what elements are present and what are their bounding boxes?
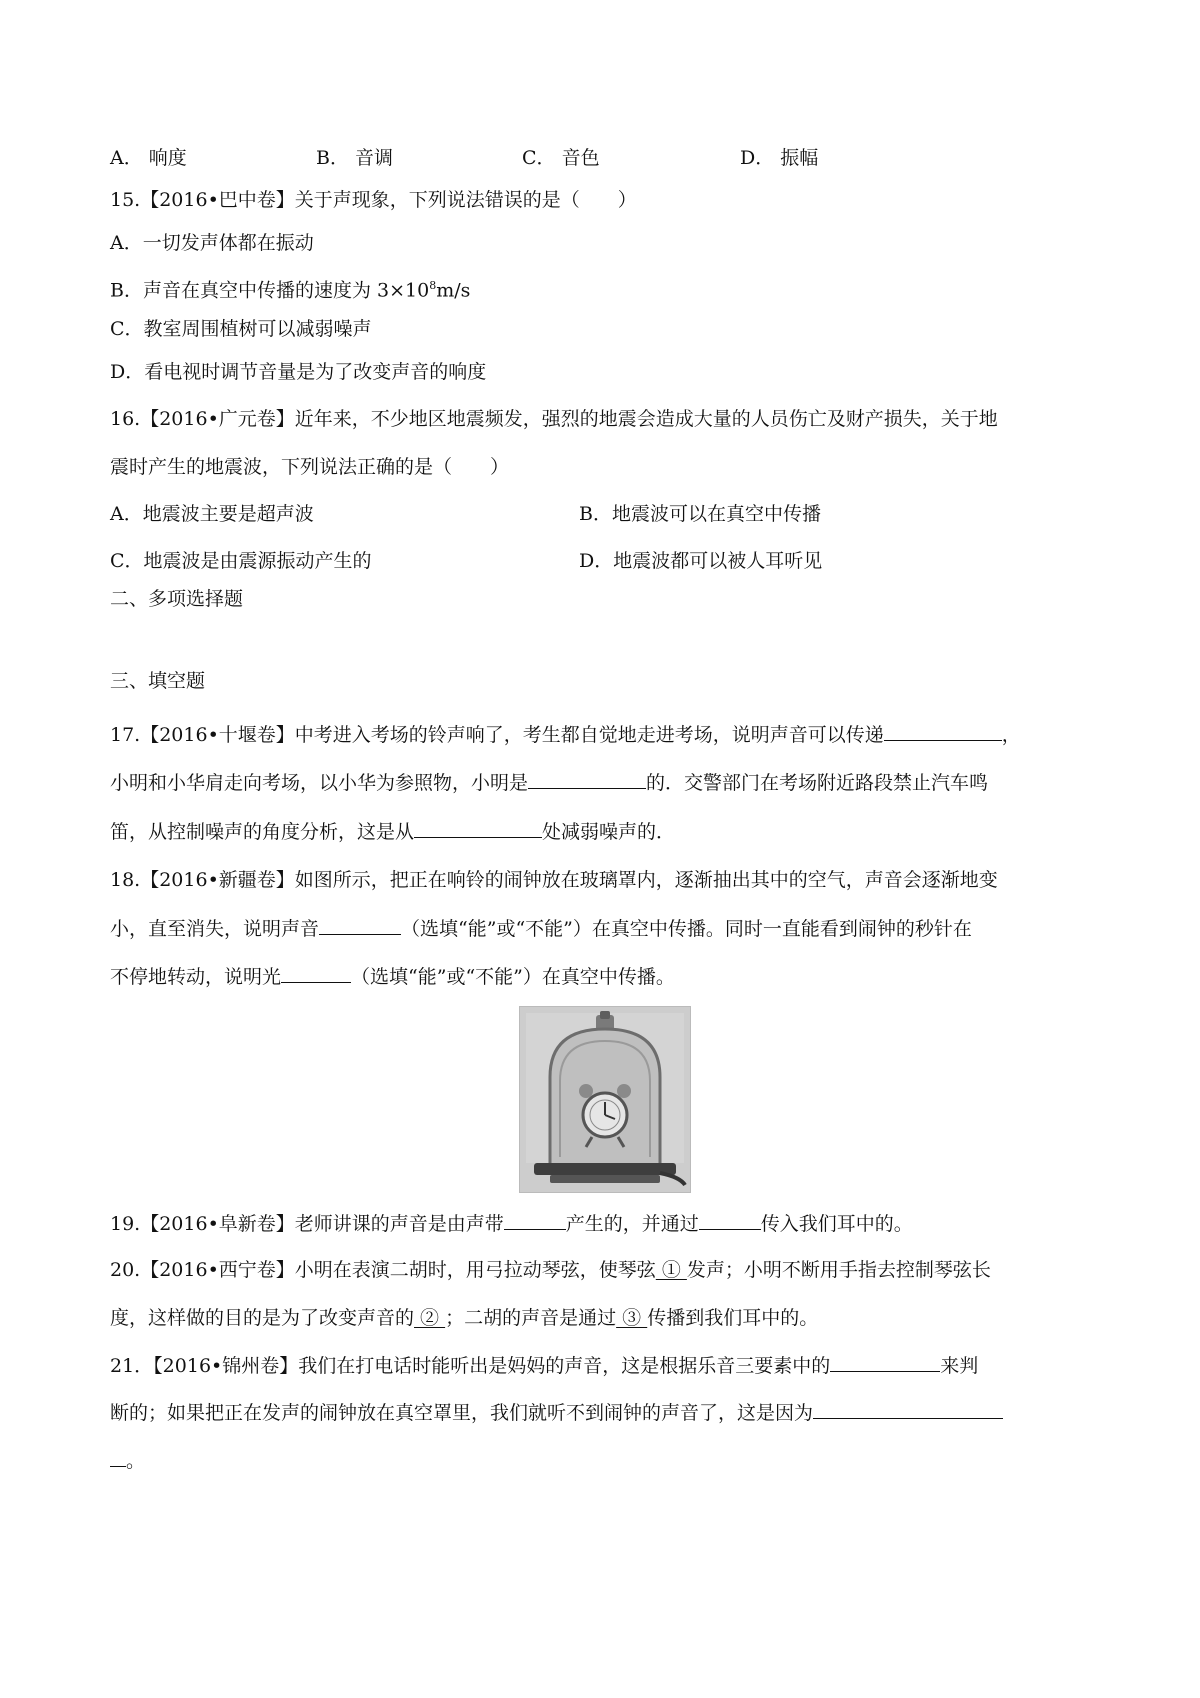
q18-blank-2 [281, 962, 351, 983]
q19-text-c: 传入我们耳中的。 [760, 1213, 913, 1235]
q20-blank-1: ① [655, 1259, 687, 1281]
q20-text-2a: 度，这样做的目的是为了改变声音的 [110, 1307, 415, 1329]
q17-blank-1 [884, 720, 1002, 741]
q21-blank-2 [813, 1398, 1003, 1419]
q17-text-1a: 17.【2016•十堰卷】中考进入考场的铃声响了，考生都自觉地走进考场，说明声音可以传递 [110, 724, 884, 746]
q18-line2 [110, 914, 972, 943]
q21-text-3: 。 [126, 1450, 146, 1472]
q15-option-c: C．教室周围植树可以减弱噪声 [110, 318, 372, 340]
q15-option-b [110, 272, 470, 304]
q17-blank-3 [414, 817, 542, 838]
q15-option-a: A．一切发声体都在振动 [110, 232, 314, 254]
bell-jar-illustration [520, 1007, 690, 1192]
q17-text-2b: 的．交警部门在考场附近路段禁止汽车鸣 [646, 772, 989, 794]
q18-text-2a: 小，直至消失，说明声音 [110, 918, 320, 940]
q19-text-b: 产生的，并通过 [565, 1213, 699, 1235]
section-multiple-choice: 二、多项选择题 [110, 588, 244, 610]
q16-stem-line1: 16.【2016•广元卷】近年来，不少地区地震频发，强烈的地震会造成大量的人员伤亡及财产损失，关于地 [110, 408, 998, 430]
section-fill-blank: 三、填空题 [110, 670, 206, 692]
q15-option-b-prefix: B．声音在真空中传播的速度为 3×10 [110, 279, 430, 302]
q18-text-2b: （选填“能”或“不能”）在真空中传播。同时一直能看到闹钟的秒针在 [401, 918, 972, 940]
q15-option-b-suffix: m/s [436, 279, 471, 302]
q18-line3 [110, 962, 675, 991]
q20-text-1a: 20.【2016•西宁卷】小明在表演二胡时，用弓拉动琴弦，使琴弦 [110, 1259, 656, 1281]
q21-line3 [110, 1446, 145, 1475]
q21-line1 [110, 1351, 978, 1380]
q21-blank-1 [830, 1351, 940, 1372]
q21-text-2a: 断的；如果把正在发声的闹钟放在真空罩里，我们就听不到闹钟的声音了，这是因为 [110, 1402, 814, 1424]
q14-option-d: D． 振幅 [740, 147, 819, 169]
q17-blank-2 [528, 768, 646, 789]
q19-text-a: 19.【2016•阜新卷】老师讲课的声音是由声带 [110, 1213, 504, 1235]
q20-line2 [110, 1304, 818, 1332]
q15-option-d: D．看电视时调节音量是为了改变声音的响度 [110, 361, 487, 383]
q16-option-d: D．地震波都可以被人耳听见 [579, 550, 823, 572]
q17-text-2a: 小明和小华肩走向考场，以小华为参照物，小明是 [110, 772, 529, 794]
q18-line1: 18.【2016•新疆卷】如图所示，把正在响铃的闹钟放在玻璃罩内，逐渐抽出其中的空气，声音会逐渐地变 [110, 869, 998, 891]
q18-blank-1 [319, 914, 401, 935]
q14-option-a: A． 响度 [110, 147, 187, 169]
q17-line3 [110, 817, 675, 846]
q17-text-3a: 笛，从控制噪声的角度分析，这是从 [110, 821, 415, 843]
q21-blank-2-cont [110, 1446, 126, 1467]
q14-option-c: C． 音色 [522, 147, 600, 169]
q16-option-a: A．地震波主要是超声波 [110, 503, 314, 525]
q19-blank-2 [699, 1209, 761, 1230]
q16-stem-line2: 震时产生的地震波，下列说法正确的是（ ） [110, 456, 510, 478]
q20-text-2c: 传播到我们耳中的。 [647, 1307, 819, 1329]
q17-text-1b: ， [1001, 724, 1021, 746]
q20-blank-2: ② [414, 1307, 446, 1329]
q21-text-1b: 来判 [940, 1355, 979, 1377]
q20-line1 [110, 1256, 991, 1284]
q17-line1 [110, 720, 1021, 749]
q19-blank-1 [504, 1209, 566, 1230]
q17-text-3b: 处减弱噪声的． [542, 821, 676, 843]
q18-text-3a: 不停地转动，说明光 [110, 966, 282, 988]
bell-jar-clock-figure [519, 1006, 691, 1193]
q21-text-1a: 21．【2016•锦州卷】我们在打电话时能听出是妈妈的声音，这是根据乐音三要素中的 [110, 1355, 831, 1377]
q17-line2 [110, 768, 988, 797]
q20-blank-3: ③ [616, 1307, 648, 1329]
q20-text-2b: ；二胡的声音是通过 [445, 1307, 617, 1329]
q16-option-c: C．地震波是由震源振动产生的 [110, 550, 372, 572]
q18-text-3b: （选填“能”或“不能”）在真空中传播。 [351, 966, 675, 988]
q15-stem: 15.【2016•巴中卷】关于声现象，下列说法错误的是（ ） [110, 189, 637, 211]
q16-option-b: B．地震波可以在真空中传播 [579, 503, 821, 525]
q14-option-b: B． 音调 [316, 147, 394, 169]
q21-line2 [110, 1398, 1003, 1427]
q19-line [110, 1209, 913, 1238]
q15-option-b-exponent: 8 [429, 279, 437, 292]
q20-text-1b: 发声；小明不断用手指去控制琴弦长 [686, 1259, 991, 1281]
